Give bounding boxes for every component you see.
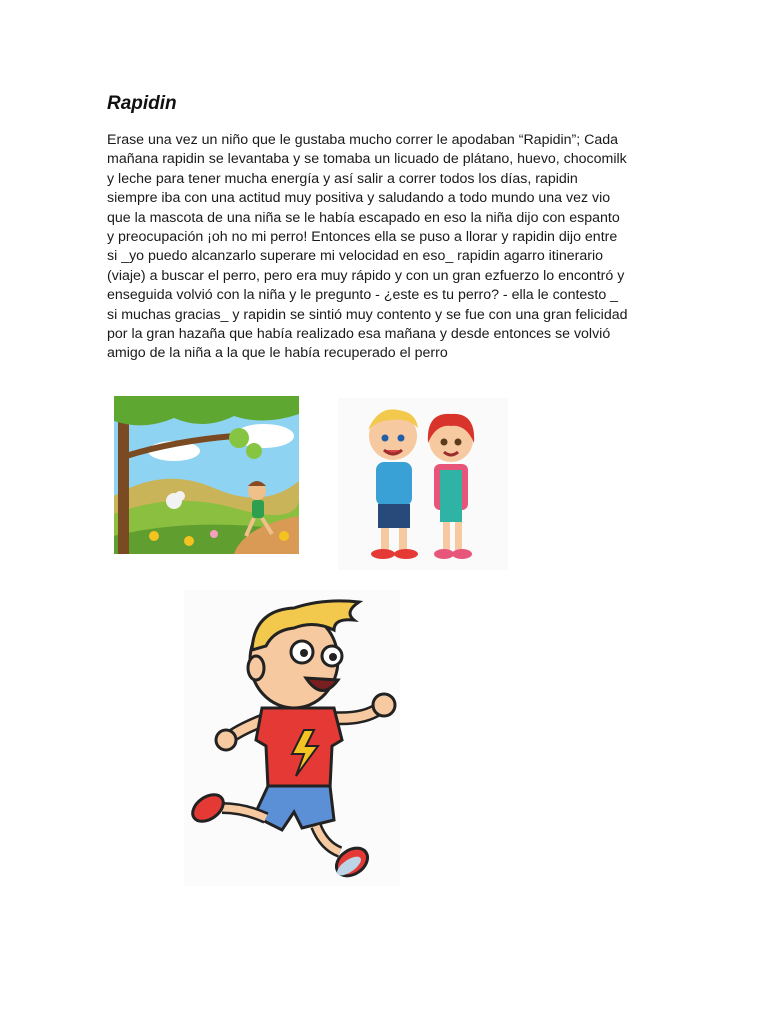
story-line: que la mascota de una niña se le había escapado en eso la niña dijo con espanto [107,209,620,226]
story-line: amigo de la niña a la que le había recuperado el perro [107,345,448,362]
story-line: (viaje) a buscar el perro, pero era muy rápido y con un gran ezfuerzo lo encontró y [107,267,625,284]
story-paragraph [107,131,667,364]
story-line: si muchas gracias_ y rapidin se sintió muy contento y se fue con una gran felicidad [107,306,628,323]
story-line: siempre iba con una actitud muy positiva y saludando a todo mundo una vez vio [107,190,611,207]
two-kids-illustration [338,398,508,570]
story-line: por la gran hazaña que había realizado esa mañana y desde entonces se volvió [107,326,611,343]
story-line: mañana rapidin se levantaba y se tomaba un licuado de plátano, huevo, chocomilk [107,151,627,168]
story-line: enseguida volvió con la niña y le pregunto - ¿este es tu perro? - ella le contesto _ [107,287,619,304]
document-title: Rapidin [107,93,177,114]
story-line: si _yo puedo alcanzarlo superare mi velocidad en eso_ rapidin agarro itinerario [107,248,604,265]
story-line: Erase una vez un niño que le gustaba mucho correr le apodaban “Rapidin”; Cada [107,132,619,148]
running-boy-illustration [184,590,400,886]
park-scene-illustration [114,396,299,554]
story-line: y leche para tener mucha energía y así salir a correr todos los días, rapidin [107,170,578,187]
story-line: y preocupación ¡oh no mi perro! Entonces ella se puso a llorar y rapidin dijo entre [107,229,618,246]
